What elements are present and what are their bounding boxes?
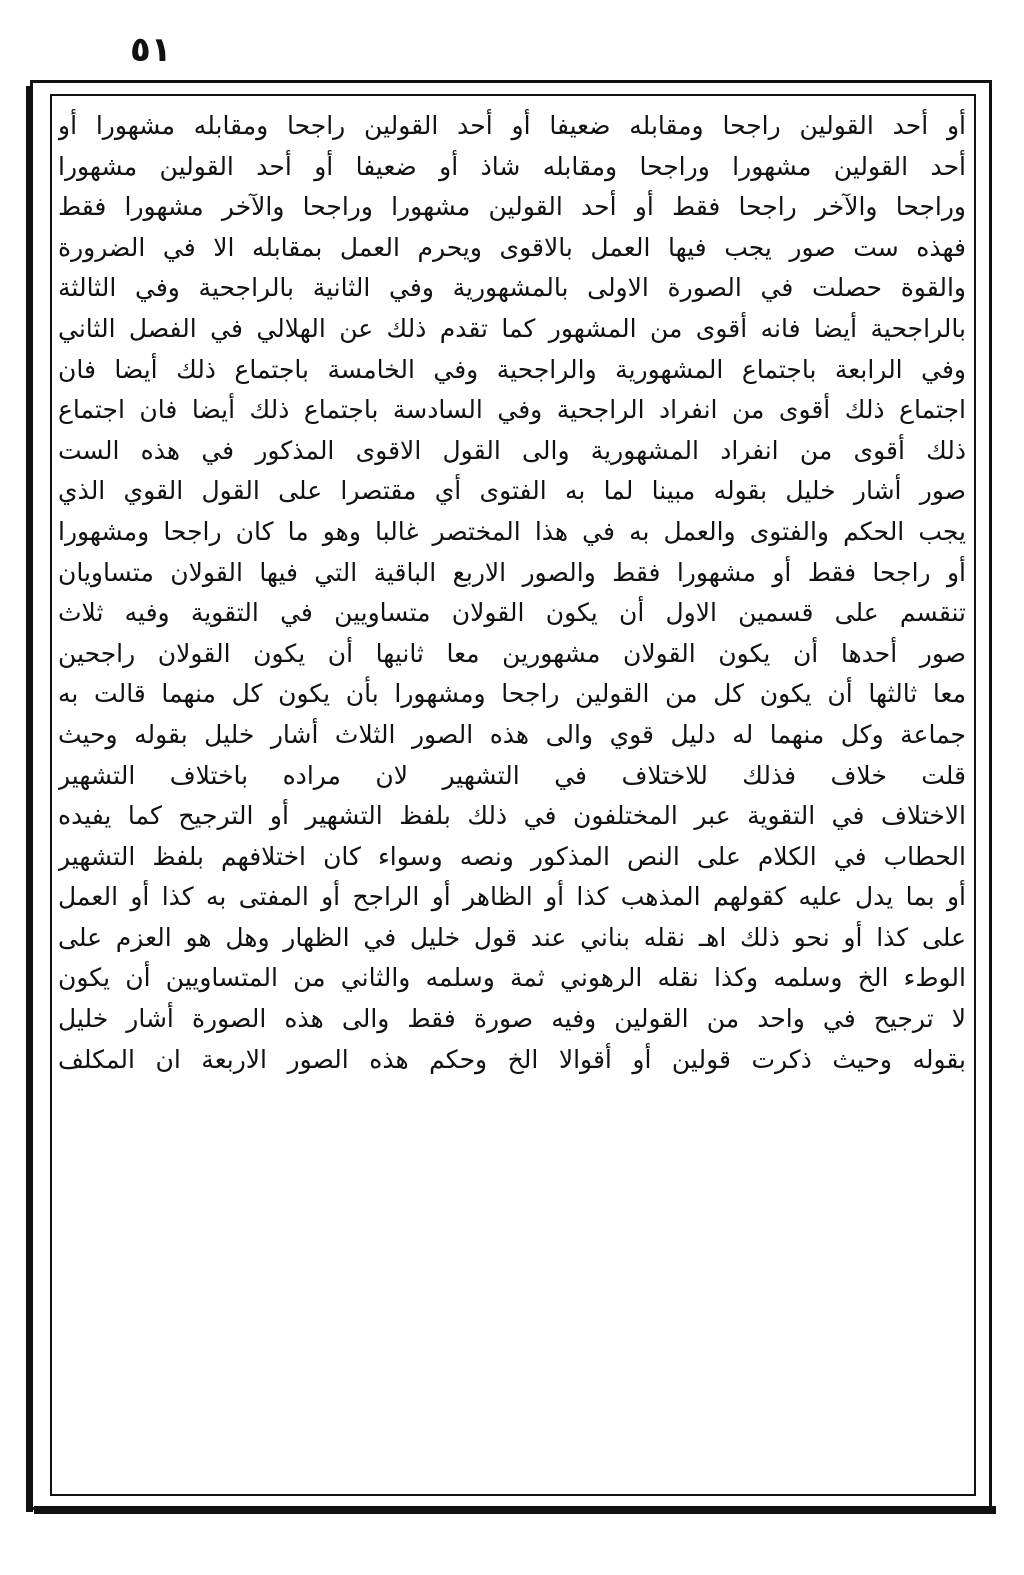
- text-line: ذلك أقوى من انفراد المشهورية والى القول الاقوى المذكور في هذه الست: [58, 435, 966, 465]
- text-line: قلت خلاف فذلك للاختلاف في التشهير لان مراده باختلاف التشهير: [58, 760, 966, 790]
- text-line: جماعة وكل منهما له دليل قوي والى هذه الصور الثلاث أشار خليل بقوله وحيث: [58, 719, 966, 749]
- text-line: الاختلاف في التقوية عبر المختلفون في ذلك بلفظ التشهير أو الترجيح كما يفيده: [58, 801, 966, 831]
- text-line: أحد القولين مشهورا وراجحا ومقابله شاذ أو ضعيفا أو أحد القولين مشهورا: [58, 151, 966, 181]
- text-line: لا ترجيح في واحد من القولين وفيه صورة فقط والى هذه الصورة أشار خليل: [58, 1004, 966, 1034]
- text-line: أو راجحا فقط أو مشهورا فقط والصور الاربع الباقية التي فيها القولان متساويان: [58, 557, 966, 587]
- text-body: [58, 106, 966, 1490]
- text-line: يجب الحكم والفتوى والعمل به في هذا المختصر غالبا وهو ما كان راجحا ومشهورا: [58, 516, 966, 546]
- text-line: تنقسم على قسمين الاول أن يكون القولان متساويين في التقوية وفيه ثلاث: [58, 598, 966, 628]
- text-line: بالراجحية أيضا فانه أقوى من المشهور كما تقدم ذلك عن الهلالي في الفصل الثاني: [58, 313, 966, 343]
- text-line: أو أحد القولين راجحا ومقابله ضعيفا أو أحد القولين راجحا ومقابله مشهورا أو: [58, 111, 966, 140]
- text-line: بقوله وحيث ذكرت قولين أو أقوالا الخ وحكم هذه الصور الاربعة ان المكلف: [58, 1044, 966, 1074]
- text-line: صور أحدها أن يكون القولان مشهورين معا ثانيها أن يكون القولان راجحين: [58, 638, 966, 668]
- text-line: والقوة حصلت في الصورة الاولى بالمشهورية وفي الثانية بالراجحية وفي الثالثة: [58, 273, 966, 303]
- frame-shadow-bottom: [34, 1506, 996, 1514]
- text-line: فهذه ست صور يجب فيها العمل بالاقوى ويحرم العمل بمقابله الا في الضرورة: [58, 232, 966, 262]
- text-line: على كذا أو نحو ذلك اهـ نقله بناني عند قول خليل في الظهار وهل هو العزم على: [58, 922, 966, 952]
- text-line: الوطء الخ وسلمه وكذا نقله الرهوني ثمة وسلمه والثاني من المتساويين أن يكون: [58, 963, 966, 993]
- text-line: الحطاب في الكلام على النص المذكور ونصه وسواء كان اختلافهم بلفظ التشهير: [58, 841, 966, 871]
- text-line: وراجحا والآخر راجحا فقط أو أحد القولين مشهورا وراجحا والآخر مشهورا فقط: [58, 192, 966, 222]
- page-number: ٥١: [130, 30, 172, 70]
- text-line: أو بما يدل عليه كقولهم المذهب كذا أو الظاهر أو الراجح أو المفتى به كذا أو العمل: [58, 882, 966, 912]
- text-line: اجتماع ذلك أقوى من انفراد الراجحية وفي السادسة باجتماع ذلك أيضا فان اجتماع: [58, 395, 966, 425]
- text-line: صور أشار خليل بقوله مبينا لما به الفتوى أي مقتصرا على القول القوي الذي: [58, 476, 966, 506]
- text-line: معا ثالثها أن يكون كل من القولين راجحا ومشهورا بأن يكون كل منهما قالت به: [58, 679, 966, 709]
- text-line: وفي الرابعة باجتماع المشهورية والراجحية وفي الخامسة باجتماع ذلك أيضا فان: [58, 354, 966, 384]
